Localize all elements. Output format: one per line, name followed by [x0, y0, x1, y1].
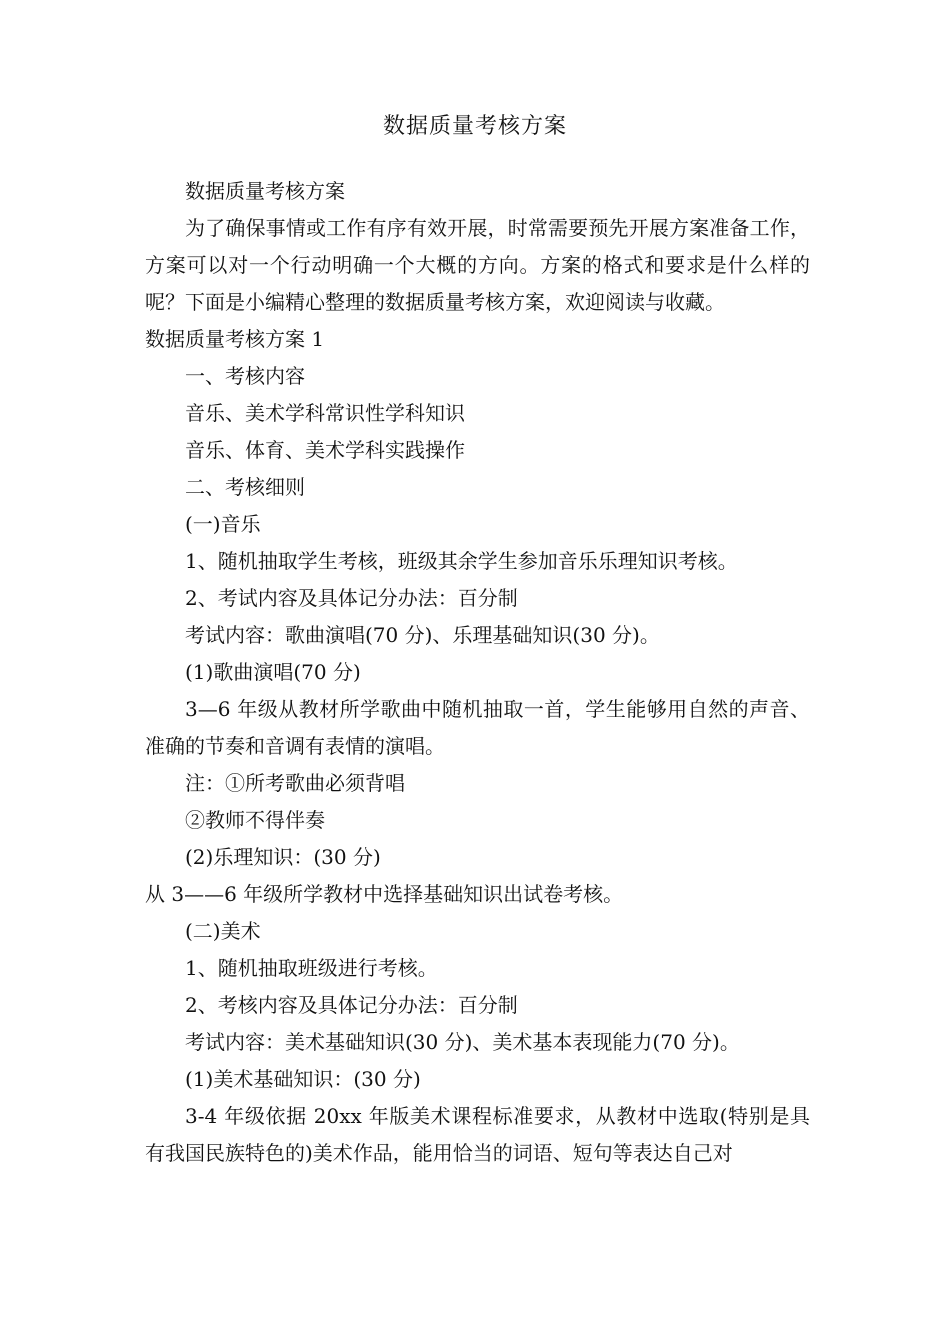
paragraph: 从 3——6 年级所学教材中选择基础知识出试卷考核。	[145, 882, 624, 906]
paragraph: 注：①所考歌曲必须背唱	[185, 771, 405, 795]
paragraph: (1)歌曲演唱(70 分)	[185, 660, 361, 684]
paragraph: 1、随机抽取班级进行考核。	[185, 956, 438, 980]
paragraph: 2、考试内容及具体记分办法：百分制	[185, 586, 518, 610]
paragraph: 音乐、美术学科常识性学科知识	[185, 401, 465, 425]
paragraph: (1)美术基础知识：(30 分)	[185, 1067, 421, 1091]
paragraph: 二、考核细则	[185, 475, 305, 499]
paragraph: 3—6 年级从教材所学歌曲中随机抽取一首，学生能够用自然的声音、准确的节奏和音调有表情的演唱。	[145, 697, 810, 758]
section-heading: 数据质量考核方案 1	[145, 327, 325, 351]
paragraph: ②教师不得伴奏	[185, 808, 325, 832]
intro-paragraph: 为了确保事情或工作有序有效开展，时常需要预先开展方案准备工作，方案可以对一个行动明确一个大概的方向。方案的格式和要求是什么样的呢？下面是小编精心整理的数据质量考核方案，欢迎阅读与收藏。	[145, 216, 810, 314]
paragraph: 数据质量考核方案	[185, 179, 345, 203]
paragraph: 一、考核内容	[185, 364, 305, 388]
paragraph: (一)音乐	[185, 512, 261, 536]
paragraph: (二)美术	[185, 919, 261, 943]
paragraph: (2)乐理知识：(30 分)	[185, 845, 381, 869]
document-body	[145, 173, 810, 1172]
paragraph: 3-4 年级依据 20xx 年版美术课程标准要求，从教材中选取(特别是具有我国民族特色的)美术作品，能用恰当的词语、短句等表达自己对	[145, 1104, 810, 1165]
paragraph: 音乐、体育、美术学科实践操作	[185, 438, 465, 462]
paragraph: 2、考核内容及具体记分办法：百分制	[185, 993, 518, 1017]
document-title: 数据质量考核方案	[382, 114, 567, 139]
paragraph: 1、随机抽取学生考核，班级其余学生参加音乐乐理知识考核。	[185, 549, 738, 573]
paragraph: 考试内容：美术基础知识(30 分)、美术基本表现能力(70 分)。	[185, 1030, 740, 1054]
paragraph: 考试内容：歌曲演唱(70 分)、乐理基础知识(30 分)。	[185, 623, 660, 647]
